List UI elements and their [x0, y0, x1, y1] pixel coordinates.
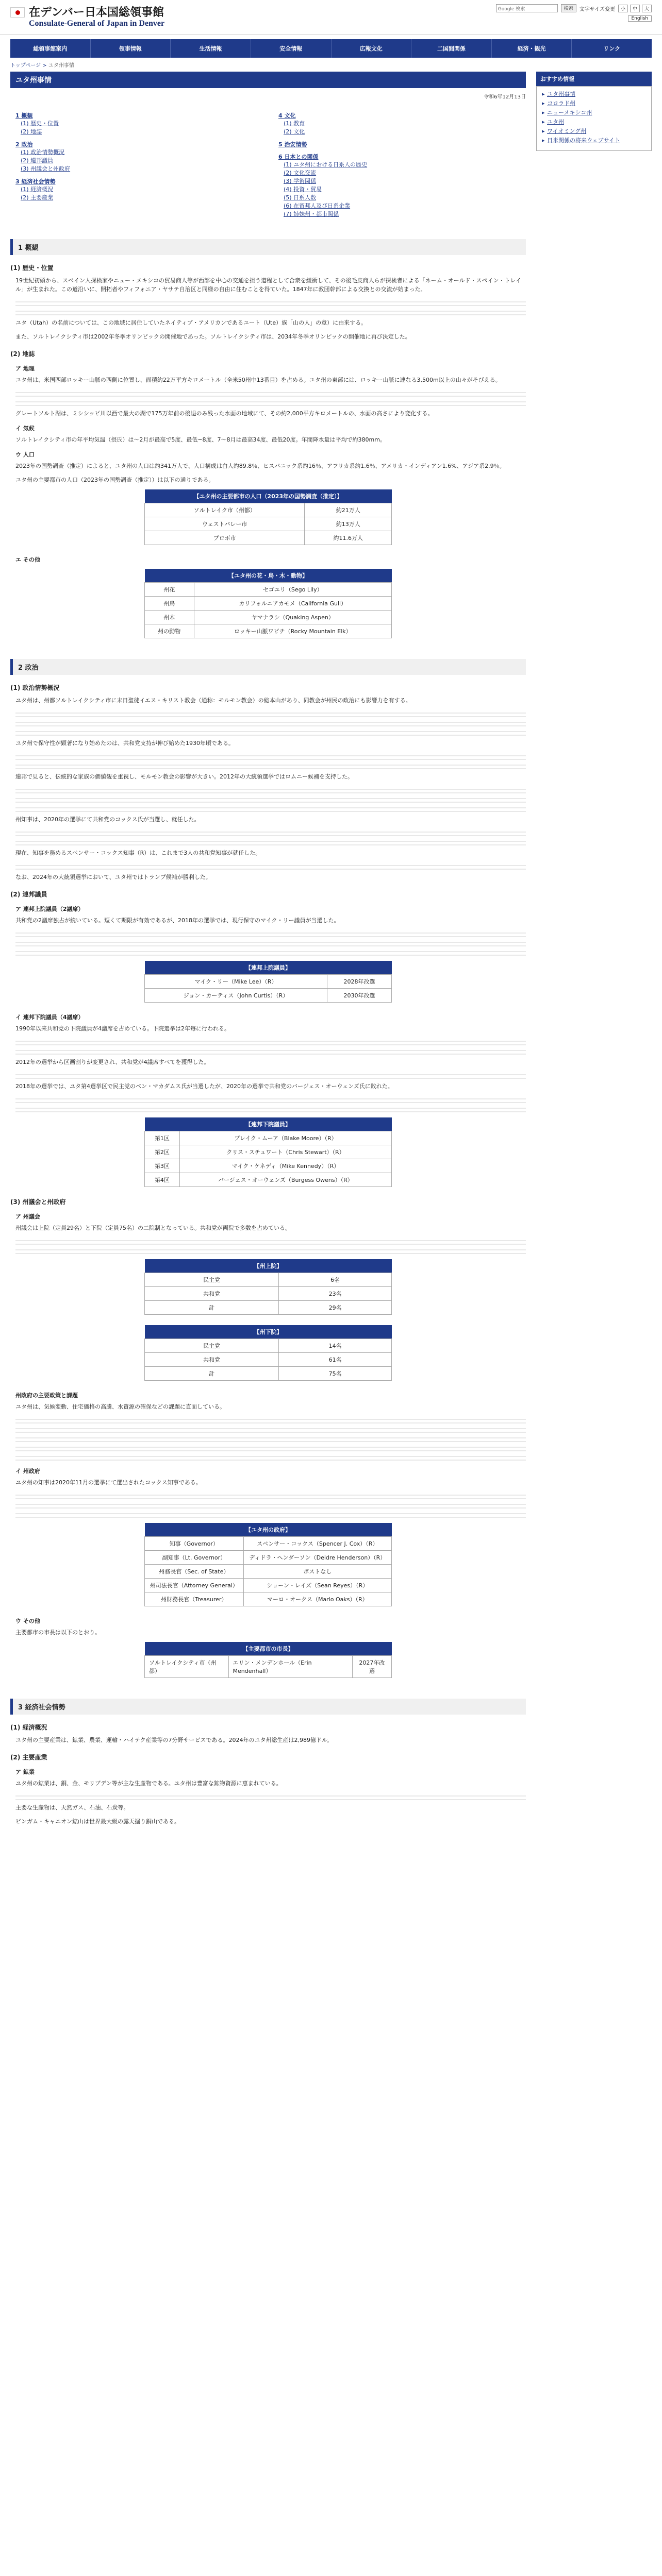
breadcrumb-home-link[interactable]: トップページ: [10, 63, 41, 69]
paragraph: グレートソルト湖は、ミシシッピ川以西で最大の湖で175万年前の後退のみ残った水面の地域にて、その約2,000平方キロメートルの、水面の高さにより変化する。: [15, 410, 434, 417]
toc-item-link[interactable]: (2) 主要産業: [21, 194, 54, 201]
paragraph: ソルトレイクシティ市の年平均気温（摂氏）は〜2月が最高で5度、最低−8度、7〜8月は最高34度、最低20度。年間降水量は平均で約380mm。: [15, 436, 386, 443]
paragraph: 現在、知事を務めるスペンサー・コックス知事（R）は、これまで3人の共和党知事が就任した。: [15, 850, 261, 856]
table-row: [145, 1131, 392, 1145]
text-size-medium-button[interactable]: 中: [630, 5, 640, 12]
toc-item-link[interactable]: (1) ユタ州における日系人の歴史: [284, 161, 368, 168]
text-size-small-button[interactable]: 小: [618, 5, 628, 12]
paragraph: ユタ州の主要産業は、鉱業、農業、運輸・ハイテク産業等の7分野サービスである。2024年のユタ州総生産は2,989億ドル。: [15, 1737, 333, 1743]
table-cell: ジョン・カーティス（John Curtis）（R）: [145, 989, 327, 1003]
toc-heading-link[interactable]: 2 政治: [15, 141, 33, 148]
table-of-contents: [15, 107, 521, 218]
table-cell: 約11.6万人: [305, 531, 392, 545]
main-content: [10, 72, 526, 1831]
paragraph: 連邦で見ると、伝統的な家族の価値観を重視し、モルモン教会の影響が大きい。2012年の大統領選挙ではロムニー候補を支持した。: [15, 773, 353, 780]
paragraph: ユタ州の主要都市の人口（2023年の国勢調査（推定））は以下の通りである。: [15, 477, 214, 483]
subsection-heading: (1) 歴史・位置: [10, 264, 54, 272]
table-cell: 23名: [279, 1287, 392, 1301]
paragraph: 19世紀初頭から、スペイン人探検家やニュー・メキシコの貿易商人等が西部を中心の交通を担う道程として合衆を緩衝して、その後毛皮商人らが探検者による「ネーム・オールド・スペイン・トレイル」が生まれた。この道沿いに、開拓者やフィフォニア・ヤサテ自治区と同様の自由に住むことを得ていた。1847年に教団幹部による交換との交流が始まった。: [15, 277, 521, 293]
table-cell: カリフォルニアカモメ（California Gull）: [194, 597, 391, 611]
table-cell: 2028年改選: [327, 975, 391, 989]
table-row: [145, 1339, 392, 1353]
text-size-large-button[interactable]: 大: [642, 5, 652, 12]
nav-item[interactable]: 広報文化: [332, 39, 412, 58]
toc-heading-link[interactable]: 6 日本との関係: [278, 154, 319, 160]
table-cell: バージェス・オーウェンズ（Burgess Owens）（R）: [179, 1173, 391, 1187]
table-cell: ソルトレイク市（州都）: [145, 503, 305, 517]
table-row: [145, 975, 392, 989]
subsection-heading: (2) 主要産業: [10, 1754, 47, 1761]
subsection-heading: (1) 政治情勢概況: [10, 684, 60, 691]
table-cell: 第1区: [145, 1131, 180, 1145]
nav-item[interactable]: 二国間関係: [411, 39, 492, 58]
toc-item-link[interactable]: (3) 州議会と州政府: [21, 165, 71, 172]
table-cell: 2027年改選: [352, 1656, 391, 1678]
mayor-table: [144, 1642, 392, 1678]
subsection-heading: (2) 地誌: [10, 350, 35, 358]
table-row: [145, 1367, 392, 1381]
toc-item-link[interactable]: (5) 日系人数: [284, 194, 317, 201]
subsubsection-heading: 州政府の主要政策と課題: [15, 1392, 78, 1399]
sidebar-link[interactable]: ▸ 日米関係の将来ウェブサイト: [542, 136, 646, 145]
table-row: [145, 1287, 392, 1301]
table-header: 【州下院】: [145, 1325, 392, 1339]
nav-item[interactable]: 安全情報: [251, 39, 332, 58]
table-cell: 2030年改選: [327, 989, 391, 1003]
table-row: [145, 989, 392, 1003]
subsubsection-heading: ウ 人口: [15, 451, 35, 458]
page-date: 令和6年12月13日: [484, 94, 526, 100]
table-cell: ロッキー山脈ワピチ（Rocky Mountain Elk）: [194, 624, 391, 638]
table-cell: 副知事（Lt. Governor）: [145, 1551, 244, 1565]
table-row: [145, 1173, 392, 1187]
table-row: [145, 1145, 392, 1159]
paragraph: ユタ州の鉱業は、銅、金、モリブデン等が主な生産物である。ユタ州は豊富な鉱物資源に恵まれている。: [15, 1780, 282, 1787]
table-cell: 6名: [279, 1273, 392, 1287]
section-heading: 2 政治: [10, 659, 526, 675]
table-cell: マイク・ケネディ（Mike Kennedy）（R）: [179, 1159, 391, 1173]
sidebar-link[interactable]: ▸ ニューメキシコ州: [542, 108, 646, 117]
table-cell: ソルトレイクシティ市（州都）: [145, 1656, 229, 1678]
table-row: [145, 1273, 392, 1287]
page-title: ユタ州事情: [10, 72, 526, 88]
toc-heading-link[interactable]: 4 文化: [278, 112, 296, 119]
table-cell: 民主党: [145, 1273, 279, 1287]
subsubsection-heading: エ その他: [15, 556, 40, 563]
table-row: [145, 1353, 392, 1367]
table-cell: 州財務長官（Treasurer）: [145, 1592, 244, 1606]
table-row: [145, 1537, 392, 1551]
table-cell: ヤマナラシ（Quaking Aspen）: [194, 611, 391, 624]
table-cell: 第2区: [145, 1145, 180, 1159]
section-heading: 1 概観: [10, 239, 526, 255]
table-header: 【ユタ州の主要都市の人口（2023年の国勢調査（推定）】: [145, 489, 392, 503]
table-row: [145, 1301, 392, 1315]
site-header: [0, 0, 662, 35]
paragraph: ユタ州は、気候変動、住宅価格の高騰、水資源の確保などの課題に直面している。: [15, 1403, 225, 1410]
subsubsection-heading: ア 鉱業: [15, 1769, 35, 1775]
subsection-heading: (2) 連邦議員: [10, 891, 47, 898]
table-cell: 計: [145, 1367, 279, 1381]
breadcrumb: トップページ > ユタ州事情: [10, 63, 74, 69]
toc-item-link[interactable]: (7) 姉妹州・都市関係: [284, 211, 339, 217]
toc-item-link[interactable]: (1) 政治情勢概況: [21, 149, 65, 156]
table-cell: 民主党: [145, 1339, 279, 1353]
toc-item-link[interactable]: (4) 投資・貿易: [284, 186, 322, 193]
subsubsection-heading: ウ その他: [15, 1618, 40, 1624]
paragraph: 州議会は上院（定員29名）と下院（定員75名）の二院制となっている。共和党が両院で多数を占めている。: [15, 1225, 291, 1231]
site-title-en: Consulate-General of Japan in Denver: [29, 19, 165, 28]
state-government-table: [144, 1523, 392, 1606]
table-row: [145, 583, 392, 597]
search-input[interactable]: Google 検索: [496, 4, 558, 12]
section-heading: 3 経済社会情勢: [10, 1699, 526, 1715]
toc-item-link[interactable]: (1) 経済概況: [21, 186, 54, 193]
paragraph: ユタ州は、州都ソルトレイクシティ市に末日聖徒イエス・キリスト教会（通称：モルモン教会）の総本山があり、同教会が州民の政治にも影響力を有する。: [15, 697, 411, 704]
table-cell: 州鳥: [145, 597, 194, 611]
table-row: [145, 531, 392, 545]
sidebar-title: おすすめ情報: [536, 72, 652, 86]
sidebar-link[interactable]: ▸ ユタ州事情: [542, 90, 646, 99]
table-cell: エリン・メンデンホール（Erin Mendenhall）: [228, 1656, 352, 1678]
sidebar: [536, 72, 652, 1831]
state-house-table: [144, 1325, 392, 1381]
table-cell: セゴユリ（Sego Lily）: [194, 583, 391, 597]
subsection-heading: (1) 経済概況: [10, 1724, 47, 1731]
subsection-heading: (3) 州議会と州政府: [10, 1198, 66, 1206]
table-row: [145, 1565, 392, 1579]
paragraph: なお、2024年の大統領選挙において、ユタ州ではトランプ候補が勝利した。: [15, 874, 211, 880]
toc-item-link[interactable]: (2) 文化交流: [284, 170, 317, 176]
table-header: 【連邦上院議員】: [145, 961, 392, 975]
table-cell: 州司法長官（Attorney General）: [145, 1579, 244, 1592]
table-cell: 約13万人: [305, 517, 392, 531]
paragraph: 2012年の選挙から区画割りが変更され、共和党が4議席すべてを獲得した。: [15, 1059, 210, 1065]
nav-item[interactable]: 総領事館案内: [10, 39, 91, 58]
table-row: [145, 1592, 392, 1606]
table-cell: クリス・スチュワート（Chris Stewart）（R）: [179, 1145, 391, 1159]
table-header: 【連邦下院議員】: [145, 1117, 392, 1131]
paragraph: ユタ州は、米国西部ロッキー山脈の西側に位置し、面積約22万平方キロメートル（全米50州中13番目）を占める。ユタ州の東部には、ロッキー山脈に連なる3,500m以上の山々がそびえる。: [15, 377, 501, 383]
population-table: [144, 489, 392, 545]
site-logo[interactable]: [10, 6, 164, 29]
table-cell: 州花: [145, 583, 194, 597]
table-row: [145, 597, 392, 611]
state-senate-table: [144, 1259, 392, 1315]
table-cell: 第3区: [145, 1159, 180, 1173]
table-cell: マイク・リー（Mike Lee）（R）: [145, 975, 327, 989]
subsubsection-heading: イ 州政府: [15, 1468, 40, 1475]
house-table: [144, 1117, 392, 1187]
table-cell: 州木: [145, 611, 194, 624]
sidebar-link[interactable]: ▸ ユタ州: [542, 117, 646, 127]
paragraph: また、ソルトレイクシティ市は2002年冬季オリンピックの開催地であった。ソルトレイクシティ市は、2034年冬季オリンピックの開催地に再び決定した。: [15, 333, 411, 340]
table-cell: ブレイク・ムーア（Blake Moore）（R）: [179, 1131, 391, 1145]
toc-heading-link[interactable]: 1 概観: [15, 112, 33, 119]
table-cell: 共和党: [145, 1287, 279, 1301]
table-row: [145, 1159, 392, 1173]
site-title-jp: 在デンバー日本国総領事館: [29, 6, 164, 19]
senate-table: [144, 961, 392, 1003]
paragraph: 主要都市の市長は以下のとおり。: [15, 1629, 101, 1636]
table-cell: ショーン・レイズ（Sean Reyes）（R）: [243, 1579, 391, 1592]
paragraph: 2018年の選挙では、ユタ第4選挙区で民主党のベン・マカダムス氏が当選したが、2020年の選挙で共和党のバージェス・オーウェンズ氏に敗れた。: [15, 1083, 393, 1090]
table-cell: 第4区: [145, 1173, 180, 1187]
table-cell: マーロ・オークス（Marlo Oaks）（R）: [243, 1592, 391, 1606]
table-header: 【州上院】: [145, 1259, 392, 1273]
subsubsection-heading: イ 連邦下院議員（4議席）: [15, 1014, 84, 1021]
toc-item-link[interactable]: (6) 在留邦人及び日系企業: [284, 202, 351, 209]
paragraph: ビンガム・キャニオン鉱山は世界最大級の露天掘り銅山である。: [15, 1818, 180, 1825]
subsubsection-heading: ア 地理: [15, 365, 35, 372]
paragraph: 共和党の2議席独占が続いている。短くて期限が有効であるが、2018年の選挙では、現行保守のマイク・リー議員が当選した。: [15, 917, 340, 924]
nav-item[interactable]: 領事情報: [91, 39, 171, 58]
sidebar-link[interactable]: ▸ ワイオミング州: [542, 127, 646, 136]
table-cell: 29名: [279, 1301, 392, 1315]
nav-item[interactable]: 生活情報: [171, 39, 251, 58]
paragraph: 主要な生産物は、天然ガス、石油、石炭等。: [15, 1804, 129, 1811]
table-cell: 14名: [279, 1339, 392, 1353]
table-row: [145, 1656, 392, 1678]
toc-item-link[interactable]: (1) 歴史・位置: [21, 120, 59, 127]
nav-item[interactable]: リンク: [603, 45, 621, 52]
breadcrumb-current: ユタ州事情: [48, 63, 74, 69]
table-cell: スペンサー・コックス（Spencer J. Cox）（R）: [243, 1537, 391, 1551]
toc-item-link[interactable]: (3) 学術関係: [284, 178, 317, 184]
table-cell: ポストなし: [243, 1565, 391, 1579]
subsubsection-heading: ア 州議会: [15, 1213, 40, 1220]
table-row: [145, 1551, 392, 1565]
table-cell: 知事（Governor）: [145, 1537, 244, 1551]
table-cell: 約21万人: [305, 503, 392, 517]
table-cell: プロボ市: [145, 531, 305, 545]
table-cell: 州の動物: [145, 624, 194, 638]
paragraph: ユタ州の知事は2020年11月の選挙にて選出されたコックス知事である。: [15, 1479, 202, 1486]
paragraph: 2023年の国勢調査（推定）によると、ユタ州の人口は約341万人で、人口構成は白人約89.8％、ヒスパニック系約16％、アフリカ系約1.6％、アメリカ・インディアン1.6%、アジア系2.9％。: [15, 463, 505, 469]
table-cell: 61名: [279, 1353, 392, 1367]
table-cell: 計: [145, 1301, 279, 1315]
toc-heading-link[interactable]: 3 経済社会情勢: [15, 178, 56, 185]
table-cell: 州務長官（Sec. of State）: [145, 1565, 244, 1579]
toc-item-link[interactable]: (2) 連邦議員: [21, 157, 54, 164]
table-cell: ウェストバレー市: [145, 517, 305, 531]
paragraph: 1990年以来共和党の下院議員が4議席を占めている。下院選挙は2年毎に行われる。: [15, 1025, 230, 1032]
table-header: 【ユタ州の花・鳥・木・動物】: [145, 569, 392, 583]
japan-flag-icon: [10, 7, 25, 18]
table-cell: ディドラ・ヘンダーソン（Deidre Henderson）（R）: [243, 1551, 391, 1565]
toc-item-link[interactable]: (2) 文化: [284, 128, 305, 135]
subsubsection-heading: イ 気候: [15, 425, 35, 432]
table-cell: 共和党: [145, 1353, 279, 1367]
subsubsection-heading: ア 連邦上院議員（2議席）: [15, 906, 84, 912]
paragraph: 州知事は、2020年の選挙にて共和党のコックス氏が当選し、就任した。: [15, 816, 200, 823]
search-button[interactable]: 検索: [561, 4, 576, 12]
table-row: [145, 624, 392, 638]
toc-item-link[interactable]: (2) 地誌: [21, 128, 42, 135]
text-size-label: 文字サイズ変更: [579, 6, 615, 12]
english-button[interactable]: English: [628, 15, 652, 22]
main-nav: [10, 39, 652, 58]
state-symbols-table: [144, 569, 392, 638]
toc-heading-link[interactable]: 5 治安情勢: [278, 141, 307, 148]
table-row: [145, 1579, 392, 1592]
table-row: [145, 517, 392, 531]
table-cell: 75名: [279, 1367, 392, 1381]
paragraph: ユタ（Utah）の名前については、この地域に居住していたネイティブ・アメリカンであるユート（Ute）族「山の人」の意）に由来する。: [15, 319, 367, 326]
table-header: 【主要都市の市長】: [145, 1642, 392, 1656]
paragraph: ユタ州で保守性が顕著になり始めたのは、共和党支持が伸び始めた1930年頃である。: [15, 740, 234, 747]
table-row: [145, 611, 392, 624]
table-header: 【ユタ州の政府】: [145, 1523, 392, 1537]
toc-item-link[interactable]: (1) 教育: [284, 120, 305, 127]
table-row: [145, 503, 392, 517]
nav-item[interactable]: 経済・観光: [492, 39, 572, 58]
sidebar-link[interactable]: ▸ コロラド州: [542, 99, 646, 108]
